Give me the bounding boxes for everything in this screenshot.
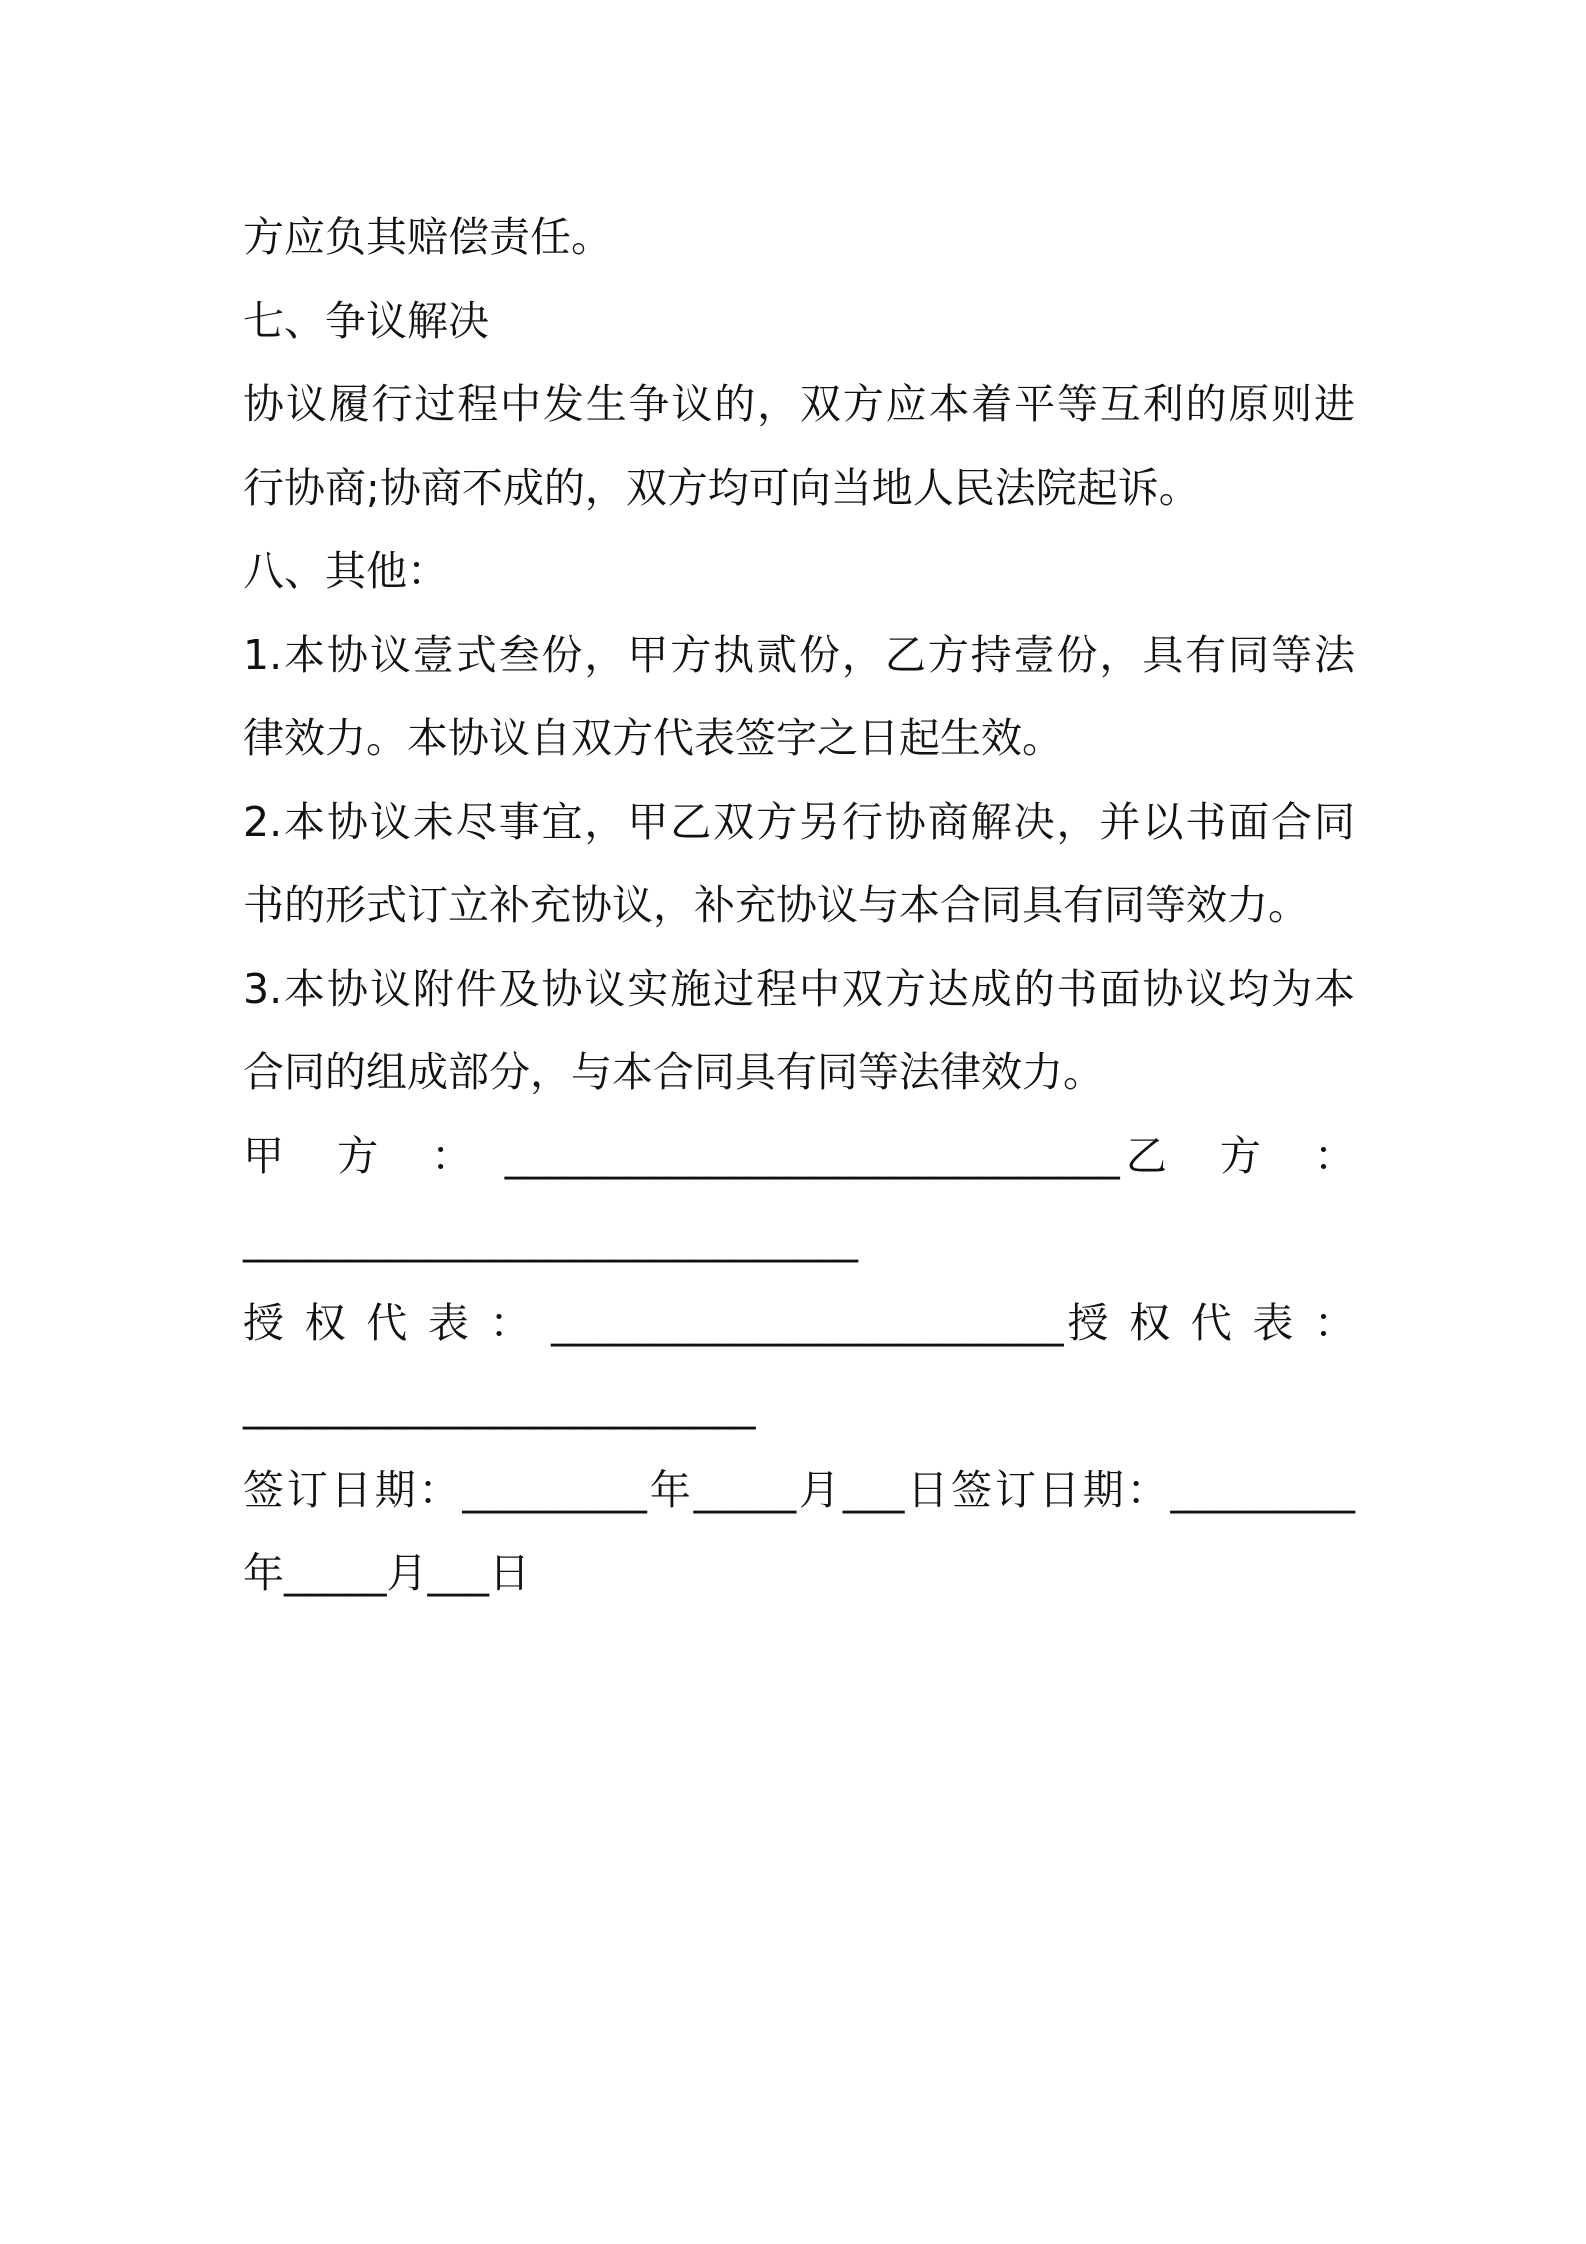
paragraph-line: 2.本协议未尽事宜，甲乙双方另行协商解决，并以书面合同 [243,797,1355,846]
paragraph-line: 方应负其赔偿责任。 [243,213,612,261]
party-signature-line: 甲 方 ： ______________________________乙 方 ： [243,1131,1355,1180]
paragraph-line: 合同的组成部分，与本合同具有同等法律效力。 [243,1048,1104,1096]
paragraph-line: 书的形式订立补充协议，补充协议与本合同具有同等效力。 [243,881,1309,929]
signing-date-continued: 年_____月___日 [243,1549,530,1597]
paragraph-line: 3.本协议附件及协议实施过程中双方达成的书面协议均为本 [243,964,1355,1013]
paragraph-line: 行协商;协商不成的，双方均可向当地人民法院起诉。 [243,463,1200,512]
section-heading-other: 八、其他： [243,547,448,595]
representative-signature-line: 授 权 代 表 ： _________________________授 权 代 表 ： [243,1298,1355,1347]
party-signature-continued: ______________________________ [243,1215,858,1263]
signing-date-line: 签订日期：_________年_____月___日签订日期：_________ [243,1465,1355,1514]
representative-signature-continued: _________________________ [243,1382,756,1430]
document-body [243,196,1355,1616]
section-heading-dispute: 七、争议解决 [243,296,489,345]
paragraph-line: 律效力。本协议自双方代表签字之日起生效。 [243,714,1063,762]
paragraph-line: 1.本协议壹式叁份，甲方执贰份，乙方持壹份，具有同等法 [243,630,1355,679]
paragraph-line: 协议履行过程中发生争议的，双方应本着平等互利的原则进 [243,380,1355,428]
